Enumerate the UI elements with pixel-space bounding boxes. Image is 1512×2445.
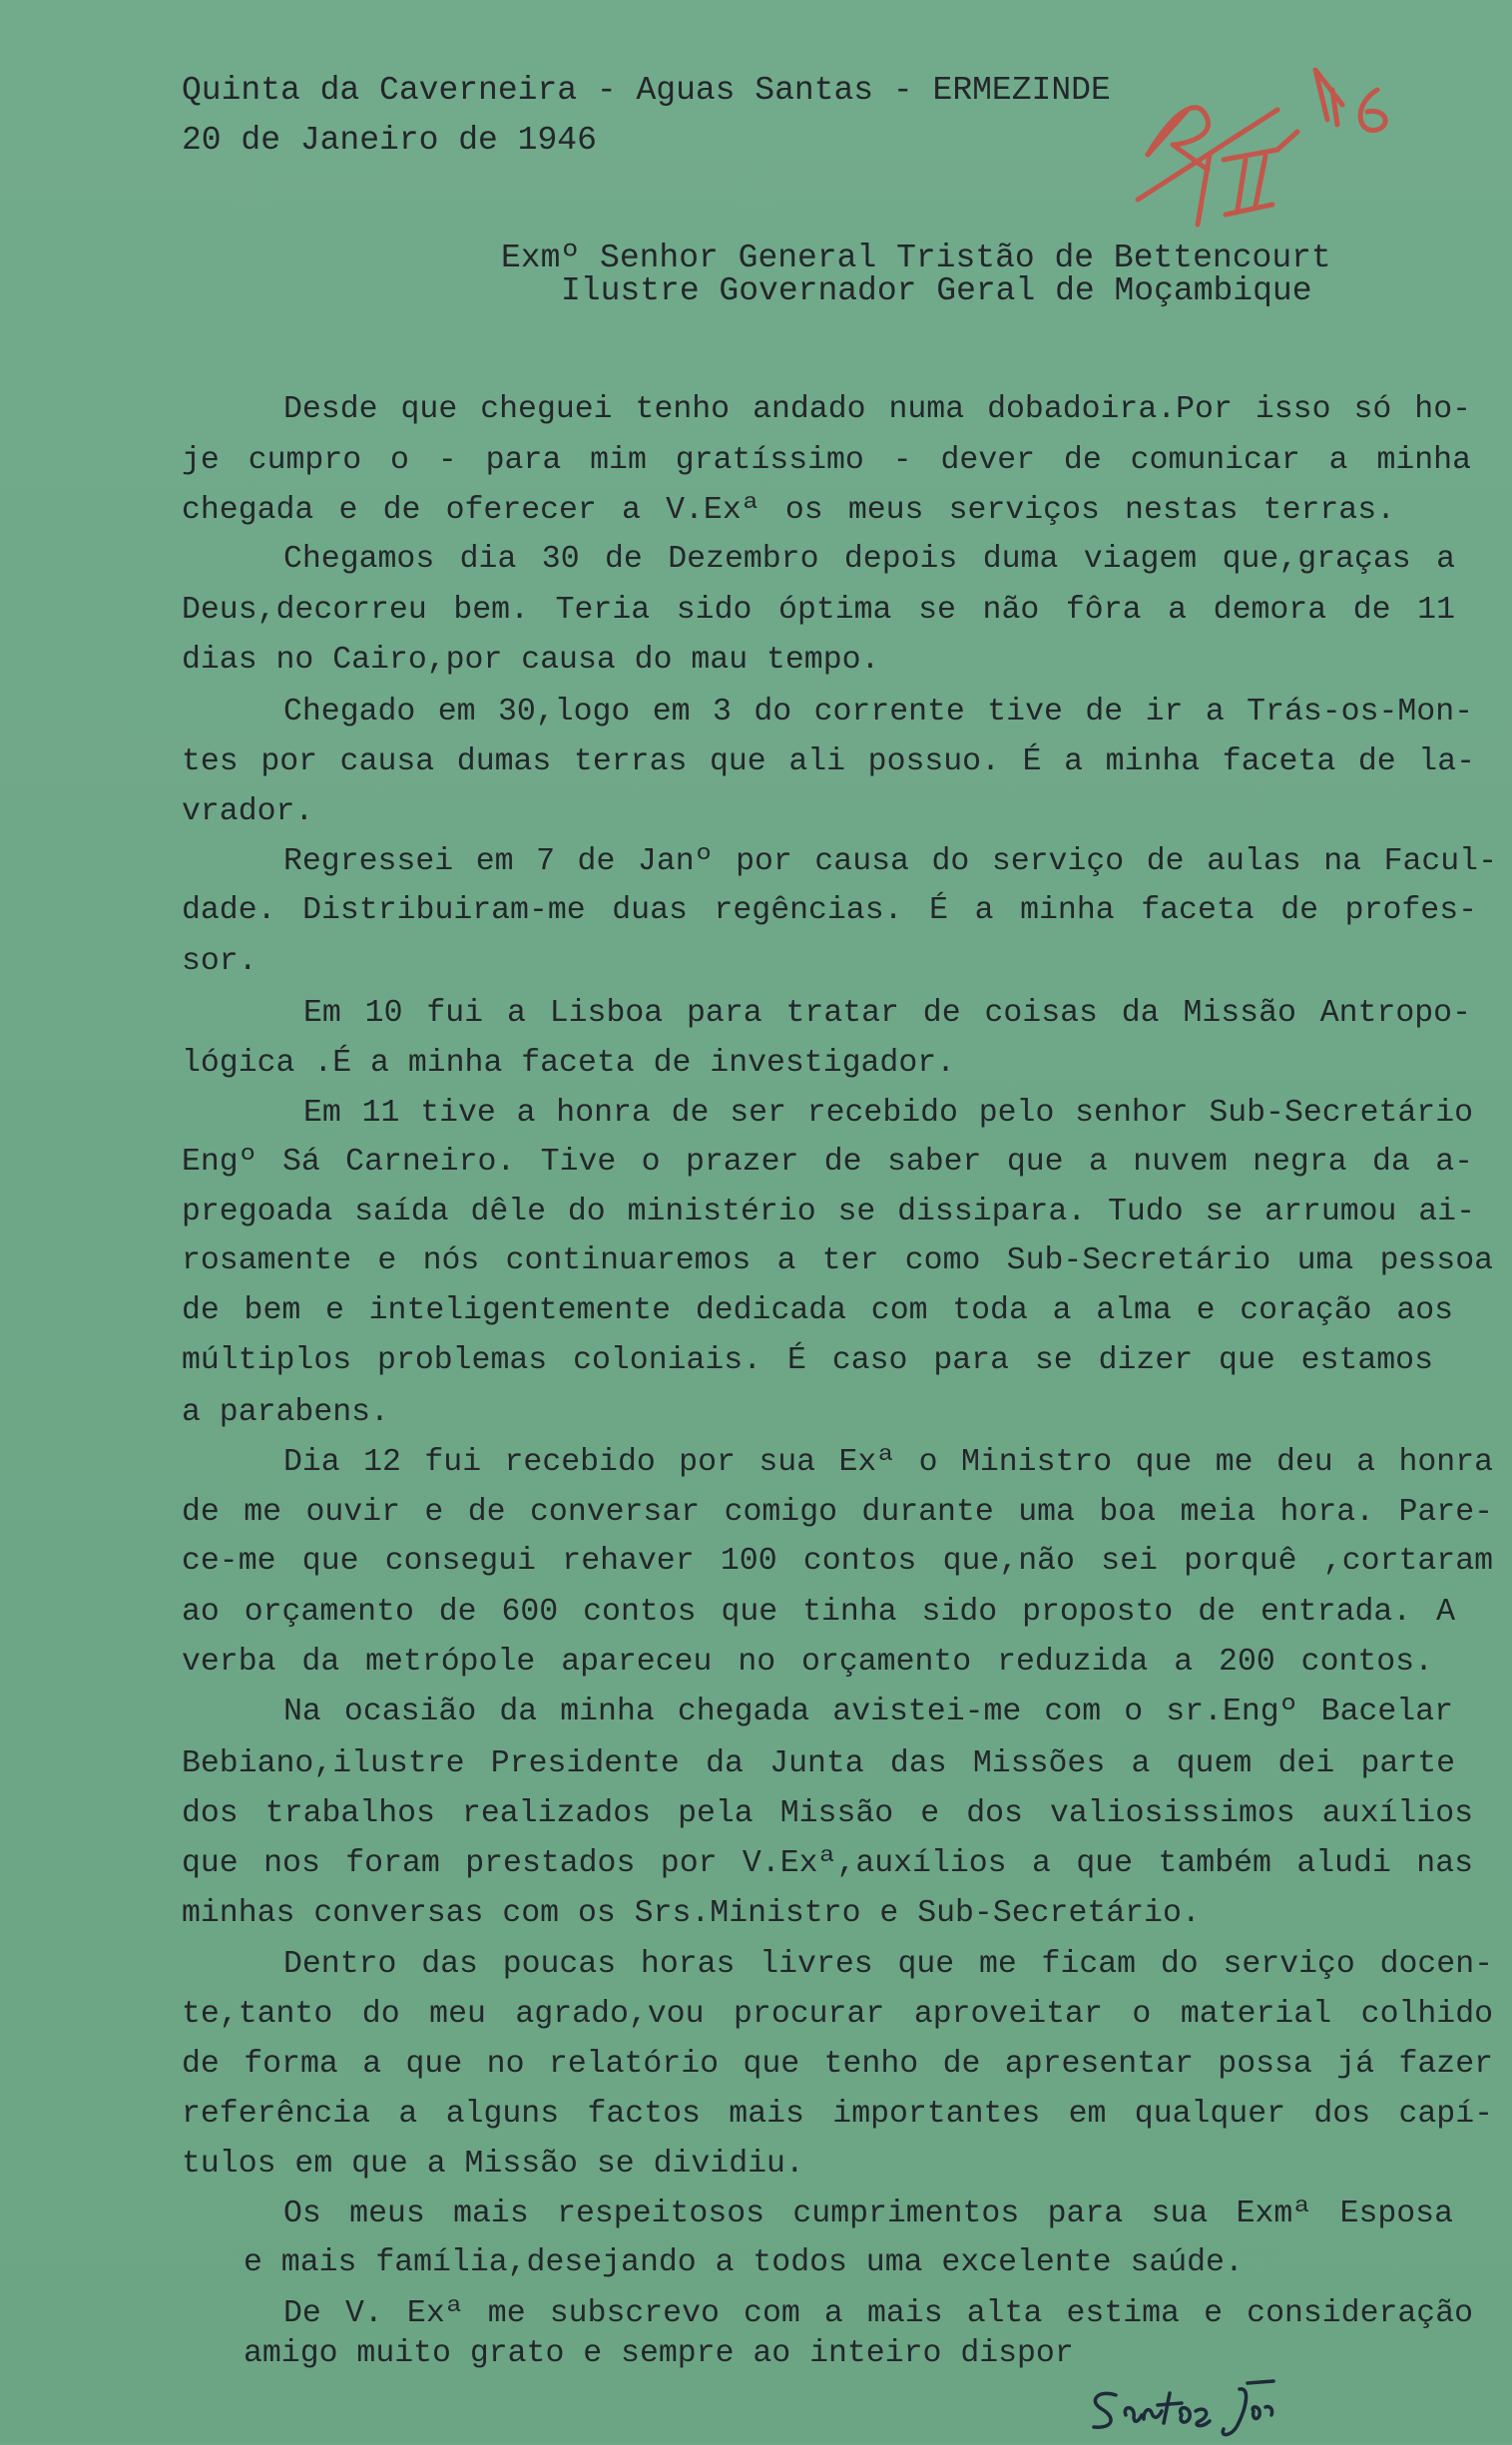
body-line: de forma a que no relatório que tenho de apresentar possa já fazer <box>182 2047 1493 2082</box>
body-line: Dia 12 fui recebido por sua Exª o Ministro que me deu a honra <box>283 1445 1493 1480</box>
body-line: de me ouvir e de conversar comigo durante uma boa meia hora. Pare- <box>182 1495 1493 1530</box>
body-line: Chegamos dia 30 de Dezembro depois duma viagem que,graças a <box>283 542 1455 577</box>
letter-date: 20 de Janeiro de 1946 <box>182 122 597 159</box>
body-line: Deus,decorreu bem. Teria sido óptima se não fôra a demora de 11 <box>182 593 1455 628</box>
body-line: Chegado em 30,logo em 3 do corrente tive de ir a Trás-os-Mon- <box>283 695 1473 730</box>
body-line: e mais família,desejando a todos uma excelente saúde. <box>244 2245 1244 2280</box>
body-line: Na ocasião da minha chegada avistei-me com o sr.Engº Bacelar <box>283 1695 1453 1729</box>
body-line: dias no Cairo,por causa do mau tempo. <box>182 643 880 678</box>
body-line: chegada e de oferecer a V.Exª os meus serviços nestas terras. <box>182 493 1395 528</box>
body-line: ce-me que consegui rehaver 100 contos que,não sei porquê ,cortaram <box>182 1544 1493 1579</box>
sender-address: Quinta da Caverneira - Aguas Santas - ERMEZINDE <box>182 72 1111 109</box>
body-line: Bebiano,ilustre Presidente da Junta das Missões a quem dei parte <box>182 1746 1455 1781</box>
body-line: Regressei em 7 de Janº por causa do serviço de aulas na Facul- <box>283 844 1497 879</box>
body-line: Os meus mais respeitosos cumprimentos para sua Exmª Esposa <box>283 2197 1453 2231</box>
body-line: pregoada saída dêle do ministério se dissipara. Tudo se arrumou ai- <box>182 1195 1475 1229</box>
body-line: verba da metrópole apareceu no orçamento reduzida a 200 contos. <box>182 1645 1433 1680</box>
body-line: vrador. <box>182 794 314 829</box>
body-line: sor. <box>182 944 257 979</box>
body-line: Engº Sá Carneiro. Tive o prazer de saber que a nuvem negra da a- <box>182 1145 1473 1180</box>
body-line: minhas conversas com os Srs.Ministro e Sub-Secretário. <box>182 1896 1201 1931</box>
body-line: referência a alguns factos mais importantes em qualquer dos capí- <box>182 2097 1493 2132</box>
body-line: rosamente e nós continuaremos a ter como Sub-Secretário uma pessoa <box>182 1243 1493 1278</box>
body-line: lógica .É a minha faceta de investigador. <box>182 1046 956 1081</box>
body-line: ao orçamento de 600 contos que tinha sido proposto de entrada. A <box>182 1595 1455 1630</box>
body-line: dos trabalhos realizados pela Missão e dos valiosissimos auxílios <box>182 1796 1473 1831</box>
body-line: que nos foram prestados por V.Exª,auxílios a que também aludi nas <box>182 1846 1473 1881</box>
body-line: a parabens. <box>182 1395 389 1430</box>
body-line: dade. Distribuiram-me duas regências. É a minha faceta de profes- <box>182 893 1477 928</box>
body-line: Em 11 tive a honra de ser recebido pelo senhor Sub-Secretário <box>303 1096 1473 1131</box>
body-line: De V. Exª me subscrevo com a mais alta estima e consideração <box>283 2296 1473 2331</box>
body-line: Desde que cheguei tenho andado numa dobadoira.Por isso só ho- <box>283 392 1471 427</box>
body-line: tes por causa dumas terras que ali possuo. É a minha faceta de la- <box>182 744 1475 779</box>
body-line: te,tanto do meu agrado,vou procurar aproveitar o material colhido <box>182 1997 1493 2032</box>
body-line: Em 10 fui a Lisboa para tratar de coisas da Missão Antropo- <box>303 996 1471 1031</box>
body-line: múltiplos problemas coloniais. É caso para se dizer que estamos <box>182 1343 1433 1378</box>
body-line: tulos em que a Missão se dividiu. <box>182 2147 804 2182</box>
signature <box>1078 2375 1317 2445</box>
body-line: Dentro das poucas horas livres que me ficam do serviço docen- <box>283 1947 1493 1982</box>
body-line: amigo muito grato e sempre ao inteiro dispor <box>244 2336 1074 2371</box>
body-line: de bem e inteligentemente dedicada com toda a alma e coração aos <box>182 1293 1453 1328</box>
body-line: je cumpro o - para mim gratíssimo - dever de comunicar a minha <box>182 443 1471 478</box>
received-date-annotation <box>1128 50 1427 240</box>
recipient-line-1: Exmº Senhor General Tristão de Bettencourt <box>501 240 1331 276</box>
recipient-line-2: Ilustre Governador Geral de Moçambique <box>561 272 1312 309</box>
